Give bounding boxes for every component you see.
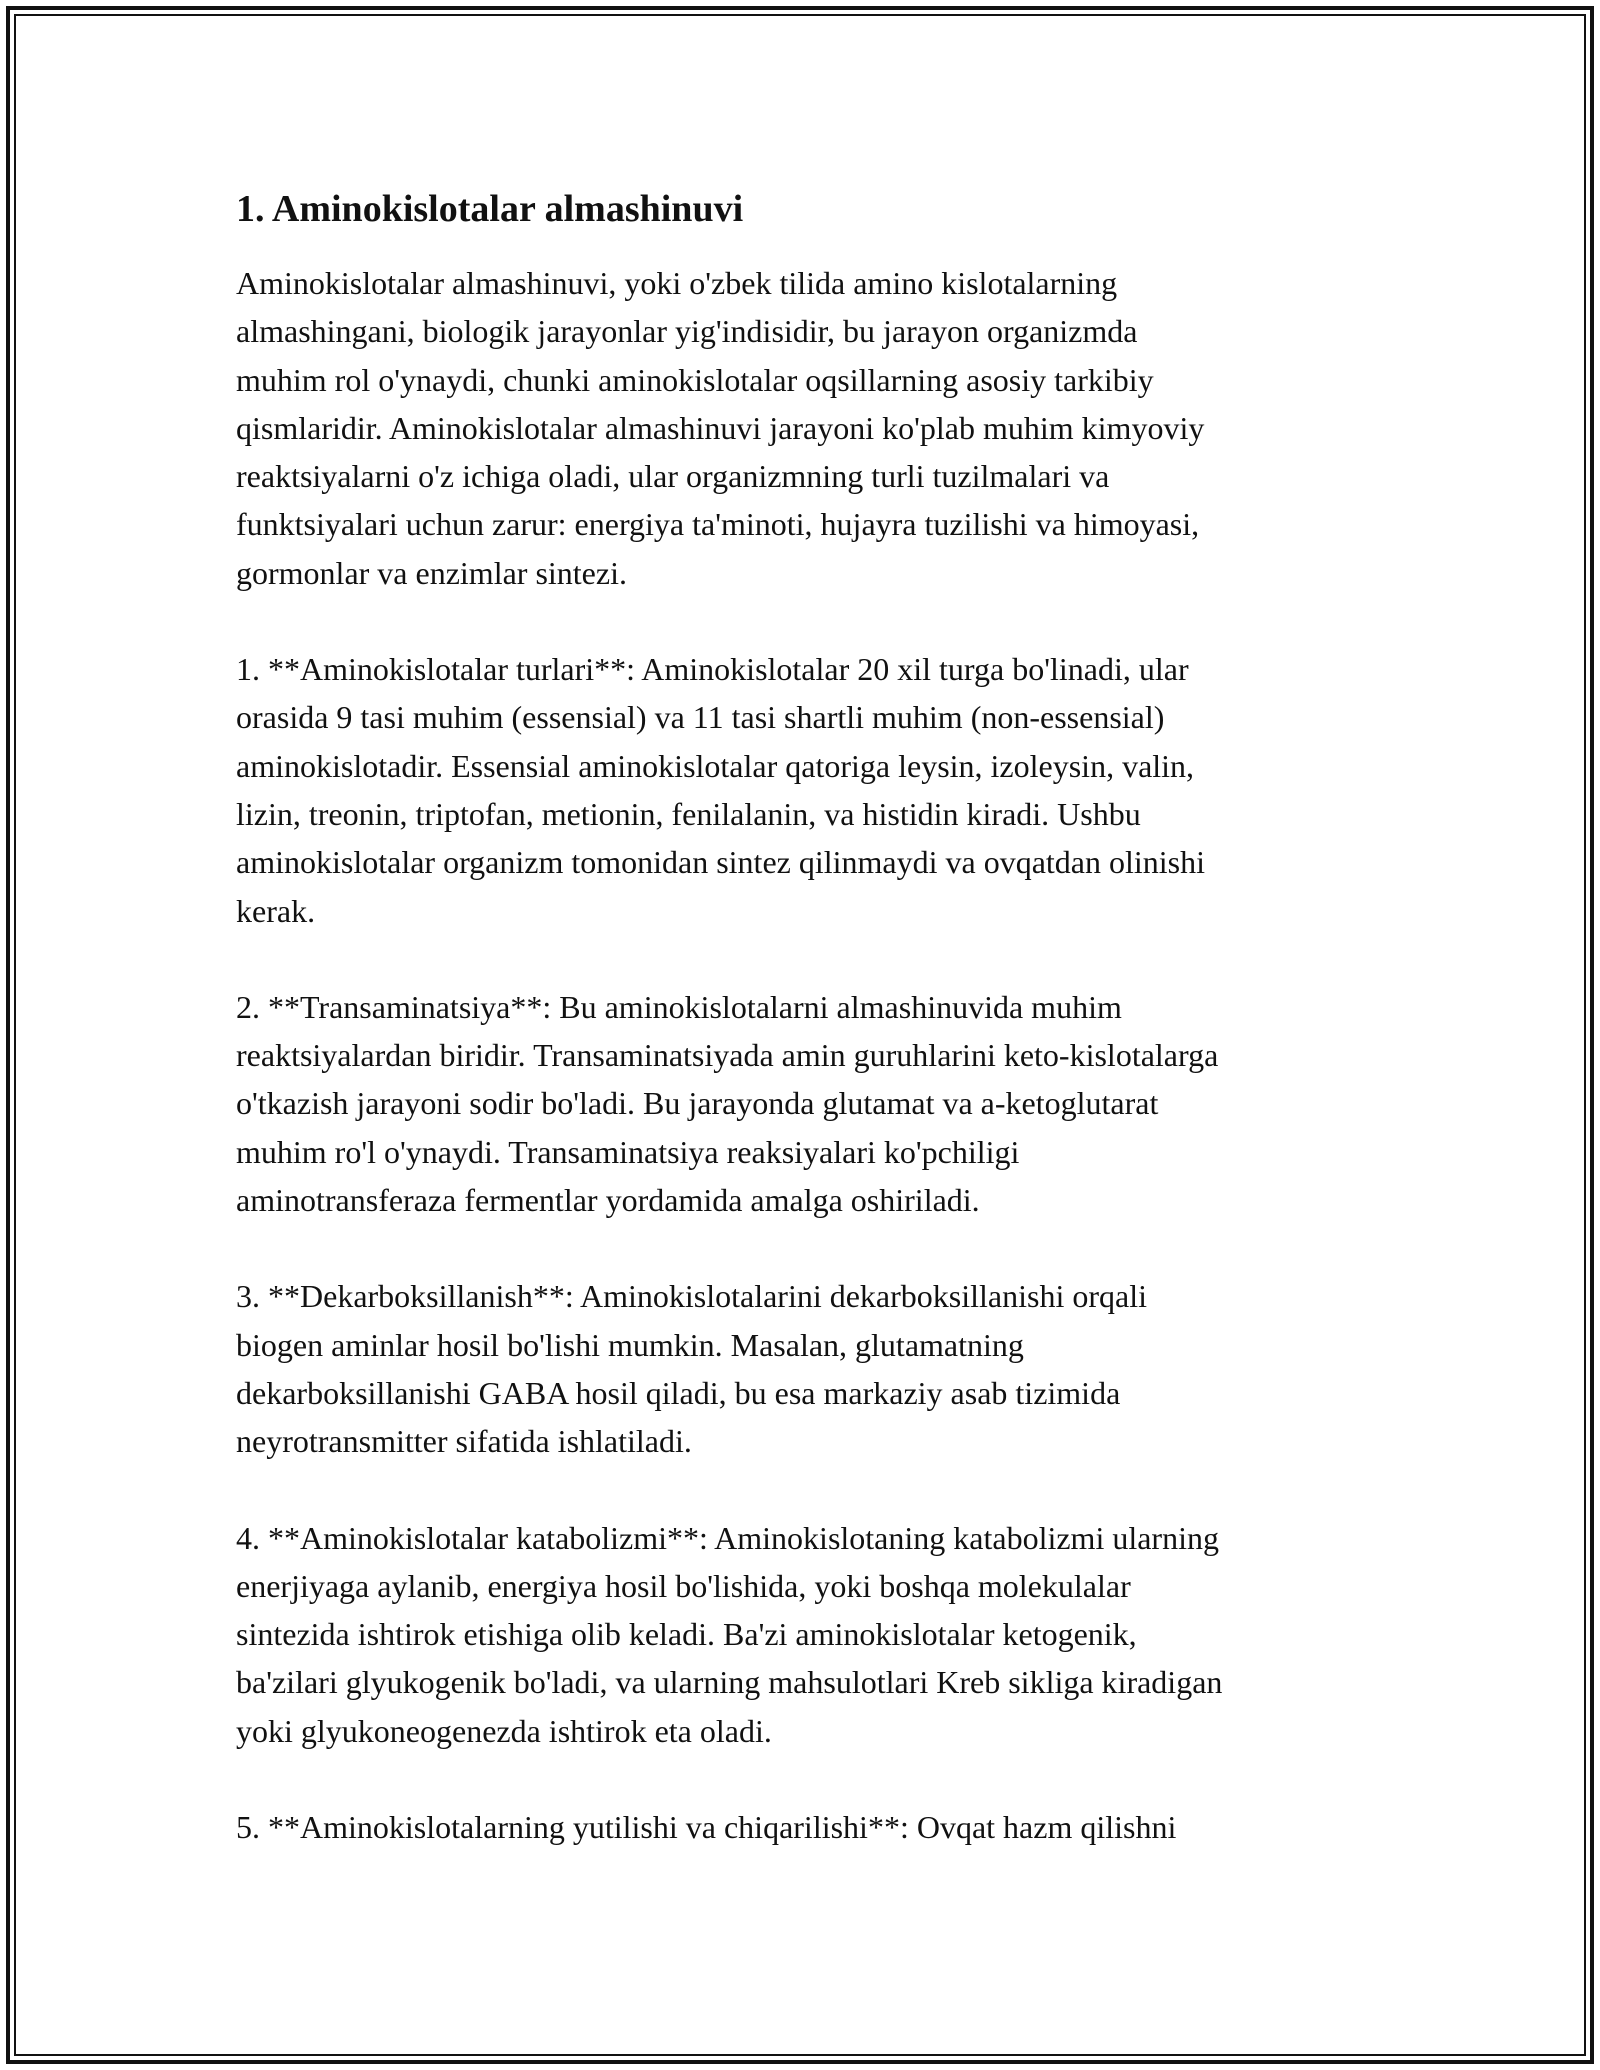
text-line: reaktsiyalardan biridir. Transaminatsiyada amin guruhlarini keto-kislotalarga: [236, 1037, 1219, 1074]
text-line: aminokislotadir. Essensial aminokislotalar qatoriga leysin, izoleysin, valin,: [236, 747, 1195, 784]
text-line: 1. **Aminokislotalar turlari**: Aminokislotalar 20 xil turga bo'linadi, ular: [236, 651, 1189, 688]
text-line: reaktsiyalarni o'z ichiga oladi, ular organizmning turli tuzilmalari va: [236, 458, 1110, 495]
text-line: orasida 9 tasi muhim (essensial) va 11 tasi shartli muhim (non-essensial): [236, 699, 1165, 736]
text-line: sintezida ishtirok etishiga olib keladi. Ba'zi aminokislotalar ketogenik,: [236, 1616, 1137, 1653]
text-line: muhim ro'l o'ynaydi. Transaminatsiya reaksiyalari ko'pchiligi: [236, 1133, 1020, 1170]
text-line: dekarboksillanishi GABA hosil qiladi, bu esa markaziy asab tizimida: [236, 1374, 1121, 1411]
text-line: 5. **Aminokislotalarning yutilishi va chiqarilishi**: Ovqat hazm qilishni: [236, 1809, 1177, 1846]
text-line: o'tkazish jarayoni sodir bo'ladi. Bu jarayonda glutamat va a-ketoglutarat: [236, 1085, 1159, 1122]
text-line: 2. **Transaminatsiya**: Bu aminokislotalarni almashinuvida muhim: [236, 988, 1122, 1025]
text-line: Aminokislotalar almashinuvi, yoki o'zbek tilida amino kislotalarning: [236, 265, 1118, 301]
text-line: yoki glyukoneogenezda ishtirok eta oladi.: [236, 1712, 772, 1749]
text-line: kerak.: [236, 892, 316, 929]
text-line: aminotransferaza fermentlar yordamida amalga oshiriladi.: [236, 1182, 980, 1219]
text-line: 3. **Dekarboksillanish**: Aminokislotalarini dekarboksillanishi orqali: [236, 1278, 1147, 1315]
text-line: lizin, treonin, triptofan, metionin, fenilalanin, va histidin kiradi. Ushbu: [236, 795, 1141, 832]
text-line: qismlaridir. Aminokislotalar almashinuvi jarayoni ko'plab muhim kimyoviy: [236, 409, 1205, 446]
text-line: enerjiyaga aylanib, energiya hosil bo'lishida, yoki boshqa molekulalar: [236, 1567, 1131, 1604]
list-item-catabolism: [236, 1514, 1376, 1755]
document-body: [236, 185, 1376, 1899]
text-line: biogen aminlar hosil bo'lishi mumkin. Masalan, glutamatning: [236, 1326, 1024, 1363]
text-line: ba'zilari glyukogenik bo'ladi, va ularning mahsulotlari Kreb sikliga kiradigan: [236, 1664, 1223, 1701]
text-line: almashingani, biologik jarayonlar yig'indisidir, bu jarayon organizmda: [236, 313, 1138, 350]
list-item-decarboxylation: [236, 1272, 1376, 1465]
text-line: funktsiyalari uchun zarur: energiya ta'minoti, hujayra tuzilishi va himoyasi,: [236, 506, 1200, 543]
text-line: gormonlar va enzimlar sintezi.: [236, 554, 627, 591]
list-item-amino-acid-types: [236, 645, 1376, 935]
intro-paragraph: [236, 259, 1376, 597]
text-line: muhim rol o'ynaydi, chunki aminokislotalar oqsillarning asosiy tarkibiy: [236, 361, 1154, 398]
text-line: neyrotransmitter sifatida ishlatiladi.: [236, 1423, 692, 1460]
text-line: 4. **Aminokislotalar katabolizmi**: Aminokislotaning katabolizmi ularning: [236, 1519, 1219, 1556]
list-item-transamination: [236, 983, 1376, 1224]
list-item-absorption-excretion: [236, 1803, 1376, 1851]
document-title: 1. Aminokislotalar almashinuvi: [236, 188, 744, 230]
text-line: aminokislotalar organizm tomonidan sintez qilinmaydi va ovqatdan olinishi: [236, 844, 1206, 881]
